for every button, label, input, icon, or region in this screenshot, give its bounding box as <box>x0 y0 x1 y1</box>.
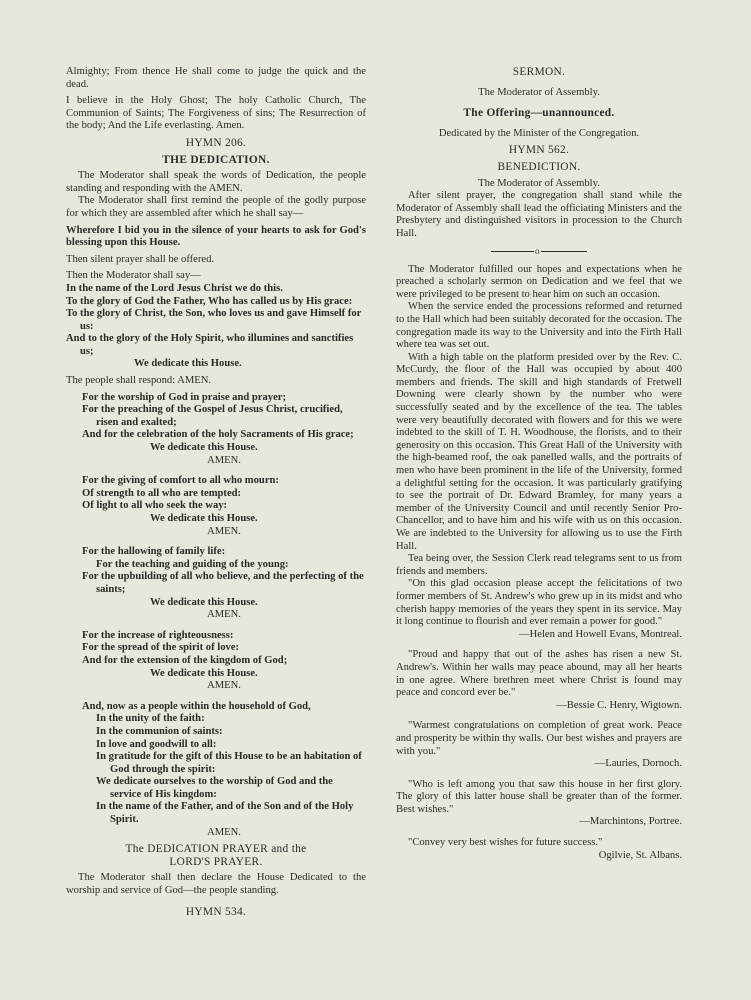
dedication-prayer-heading: The DEDICATION PRAYER and the <box>125 843 307 856</box>
litany-line: In love and goodwill to all: <box>96 738 217 750</box>
left-column <box>66 66 366 918</box>
dedication-line-4: And to the glory of the Holy Spirit, who illumines and sanctifies us; <box>66 333 354 357</box>
dedication-line-3: To the glory of Christ, the Son, who loves us and gave Himself for us: <box>66 308 362 332</box>
dedication-heading: THE DEDICATION. <box>162 153 270 166</box>
creed-text-1: Almighty; From thence He shall come to judge the quick and the dead. <box>66 66 366 90</box>
amen-line: AMEN. <box>207 454 241 466</box>
telegram-4-signature: —Marchintons, Portree. <box>579 816 682 828</box>
litany-group-5 <box>66 701 366 840</box>
telegram-2-signature: —Bessie C. Henry, Wigtown. <box>556 699 682 711</box>
litany-line: In the name of the Father, and of the Son and of the Holy Spirit. <box>96 801 354 826</box>
benediction-heading: BENEDICTION. <box>497 160 581 173</box>
hymn-562-heading: HYMN 562. <box>508 144 570 157</box>
telegram-1-signature: —Helen and Howell Evans, Montreal. <box>519 628 682 640</box>
amen-line: AMEN. <box>207 680 241 692</box>
litany-line: Of strength to all who are tempted: <box>82 487 242 499</box>
people-respond-rubric: The people shall respond: AMEN. <box>66 375 212 387</box>
litany-response: We dedicate this House. <box>150 513 258 524</box>
moderator-say-rubric: Then the Moderator shall say— <box>66 270 201 282</box>
telegram-2: "Proud and happy that out of the ashes has risen a new St. Andrew's. Within her walls may peace abound, may all her hearts in one agree. Where brethren meet where Christ is found may peace and concord ever be." <box>396 649 682 699</box>
amen-line: AMEN. <box>207 609 241 621</box>
dedication-rubric-2: The Moderator shall first remind the people of the godly purpose for which they are assembled after which he shall say— <box>66 195 366 219</box>
telegram-3: "Warmest congratulations on completion of great work. Peace and prosperity be within thy walls. Our best wishes and prayers are with you." <box>396 720 682 757</box>
litany-line: For the hallowing of family life: <box>82 546 226 558</box>
litany-group-1 <box>66 392 366 468</box>
sermon-by: The Moderator of Assembly. <box>478 86 600 98</box>
litany-line: For the giving of comfort to all who mourn: <box>82 475 279 487</box>
report-paragraph-2: When the service ended the processions reformed and returned to the Hall which had been suitably decorated for the occasion. The congregation made its way to the University and into the Firth Hall where tea was set out. <box>396 301 682 351</box>
dedication-line-5: We dedicate this House. <box>134 358 242 370</box>
dedication-line-1: In the name of the Lord Jesus Christ we do this. <box>66 282 283 294</box>
benediction-by: The Moderator of Assembly. <box>478 177 600 189</box>
report-paragraph-1: The Moderator fulfilled our hopes and expectations when he preached a scholarly sermon on Dedication and we feel that we were privileged to be present to hear him on such an occasion. <box>396 263 682 300</box>
litany-line: And for the extension of the kingdom of God; <box>82 654 288 666</box>
litany-line: For the spread of the spirit of love: <box>82 642 240 654</box>
dedication-line-2: To the glory of God the Father, Who has called us by His grace: <box>66 295 353 307</box>
dedication-rubric-1: The Moderator shall speak the words of Dedication, the people standing and responding with the AMEN. <box>66 170 366 194</box>
hymn-534-heading: HYMN 534. <box>185 905 247 918</box>
litany-line: We dedicate ourselves to the worship of God and the service of His kingdom: <box>96 776 333 800</box>
litany-line: In the communion of saints: <box>96 725 223 737</box>
right-column <box>396 66 682 862</box>
telegram-5-signature: Ogilvie, St. Albans. <box>598 849 682 861</box>
creed-text-2: I believe in the Holy Ghost; The holy Catholic Church, The Communion of Saints; The Forgiveness of sins; The Resurrection of the body; And the Life everlasting. Amen. <box>66 95 366 132</box>
litany-line: In the unity of the faith: <box>96 713 205 725</box>
offering-dedicated-by: Dedicated by the Minister of the Congregation. <box>438 127 640 139</box>
hymn-206-heading: HYMN 206. <box>185 136 247 149</box>
procession-rubric: After silent prayer, the congregation shall stand while the Moderator of Assembly shall lead the officiating Ministers and the Presbytery and distinguished visitors in procession to the Church Hall. <box>396 190 682 239</box>
amen-line: AMEN. <box>207 525 241 537</box>
litany-line: For the upbuilding of all who believe, and the perfecting of the saints; <box>82 571 364 595</box>
litany-line: Of light to all who seek the way: <box>82 500 228 512</box>
litany-group-3 <box>66 546 366 622</box>
litany-line: And, now as a people within the household of God, <box>82 700 311 712</box>
silent-prayer-rubric: Then silent prayer shall be offered. <box>66 253 215 265</box>
report-paragraph-4: Tea being over, the Session Clerk read telegrams sent to us from friends and members. <box>396 553 682 577</box>
litany-line: In gratitude for the gift of this House to be an habitation of God through the spirit: <box>96 751 362 775</box>
declaration-rubric: The Moderator shall then declare the House Dedicated to the worship and service of God—the people standing. <box>66 872 366 897</box>
offering-heading: The Offering—unannounced. <box>463 107 615 120</box>
telegram-4: "Who is left among you that saw this house in her first glory. The glory of this latter house shall be greater than of the former. Best wishes." <box>396 778 682 815</box>
section-divider <box>491 245 587 256</box>
telegram-1: "On this glad occasion please accept the felicitations of two former members of St. Andrew's who grew up in its midst and who cherish happy memories of the years they spent in its service. May it long continue to flourish and ever remain a power for good." <box>396 578 682 628</box>
litany-group-2 <box>66 475 366 538</box>
litany-group-4 <box>66 630 366 693</box>
amen-line: AMEN. <box>207 826 241 838</box>
litany-line: For the increase of righteousness: <box>82 629 234 641</box>
litany-line: For the preaching of the Gospel of Jesus Christ, crucified, risen and exalted; <box>82 404 343 428</box>
bidding-text: Wherefore I bid you in the silence of your hearts to ask for God's blessing upon this House. <box>66 224 366 249</box>
litany-line: For the worship of God in praise and prayer; <box>82 391 287 403</box>
divider-mark: o <box>535 245 540 256</box>
report-paragraph-3: With a high table on the platform presided over by the Rev. C. McCurdy, the floor of the Hall was occupied by about 400 members and friends. The skill and high standards of Fretwell Downing were clearly shown by the number who were successfully seated and by the excellence of the tea. The tables were very beautifully decorated with flowers and for this we were indebted to the skill of T. H. Woodhouse, the florists, and to their generosity on this occasion. This Great Hall of the University with the high-beamed roof, the oak panelled walls, and the portraits of men who have been prominent in the life of the University, formed a delightful setting for the occasion. It was particularly gratifying to see the portrait of Dr. Edward Bramley, for many years a member of the University Council and until recently Senior Pro-Chancellor, and to have him and his wife with us on this occasion. We are indebted to the University for allowing us to use the Firth Hall. <box>396 351 682 552</box>
litany-line: For the teaching and guiding of the young: <box>96 558 289 570</box>
lords-prayer-heading: LORD'S PRAYER. <box>169 855 263 868</box>
sermon-heading: SERMON. <box>512 66 566 78</box>
litany-response: We dedicate this House. <box>150 667 258 679</box>
litany-response: We dedicate this House. <box>150 442 258 454</box>
litany-line: And for the celebration of the holy Sacraments of His grace; <box>82 429 354 441</box>
telegram-5: "Convey very best wishes for future success." <box>408 837 603 849</box>
telegram-3-signature: —Lauries, Dornoch. <box>594 758 682 770</box>
litany-response: We dedicate this House. <box>150 596 258 608</box>
